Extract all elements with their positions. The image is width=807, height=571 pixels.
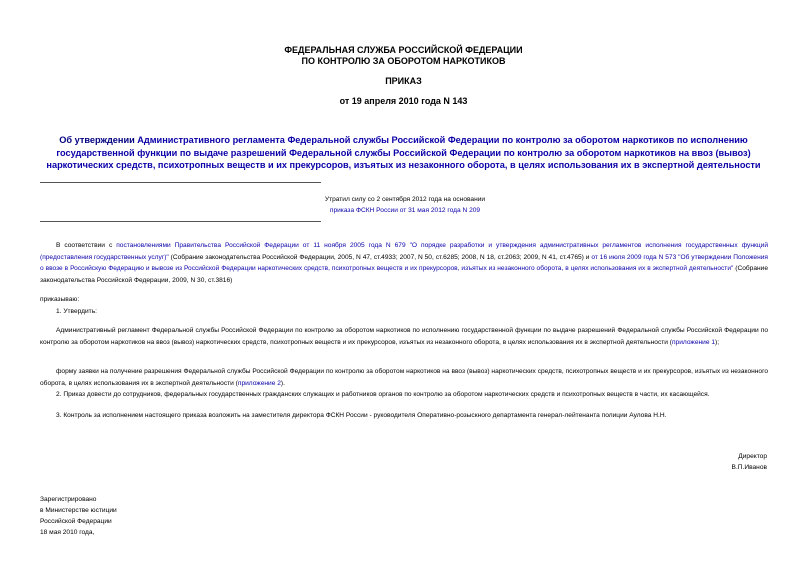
preamble-paragraph xyxy=(40,240,768,286)
agency-name-line1: ФЕДЕРАЛЬНАЯ СЛУЖБА РОССИЙСКОЙ ФЕДЕРАЦИИ xyxy=(284,45,523,55)
order-word: приказываю: xyxy=(40,296,80,303)
preamble-text-1: В соответствии с xyxy=(56,242,117,249)
document-date-number: от 19 апреля 2010 года N 143 xyxy=(339,96,468,106)
approve-form-text: форму заявки на получение разрешения Федеральной службы Российской Федерации по контролю за оборотом наркотиков на ввоз (вывоз) наркотических средств, психотропных веществ и их прекурсоров, изъятых из незаконного оборота, в целях использования их в экспертной деятельности ( xyxy=(40,368,768,387)
approve-regulation-paragraph xyxy=(40,325,768,348)
document-type: ПРИКАЗ xyxy=(385,76,422,86)
registration-line2: в Министерстве юстиции xyxy=(40,507,117,514)
item-3: 3. Контроль за исполнением настоящего приказа возложить на заместителя директора ФСКН России - руководителя Оперативно-розыскного департамента генерал-лейтенанта полиции Аулова Н.Н. xyxy=(56,412,667,419)
approve-regulation-tail: ); xyxy=(715,338,720,346)
signatory-position: Директор xyxy=(738,453,767,460)
preamble-text-3: (Собрание законодательства Российской Федерации, 2009, N 30, ст.3816) xyxy=(40,265,768,284)
divider-bottom xyxy=(40,221,321,222)
approve-form-tail: ). xyxy=(280,379,285,387)
approve-form-paragraph xyxy=(40,366,768,389)
repeal-order-link[interactable]: приказа ФСКН России от 31 мая 2012 года N 209 xyxy=(329,207,481,214)
government-resolution-573-link[interactable]: от 16 июля 2009 года N 573 "Об утверждении Положения о ввозе в Российскую Федерацию и вывозе из Российской Федерации наркотических средств, психотропных веществ и их прекурсоров, изъятых из незаконного оборота, в целях использования их в экспертной деятельности" xyxy=(40,253,768,272)
preamble-text-2: (Собрание законодательства Российской Федерации, 2005, N 47, ст.4933; 2007, N 50, ст.6285; 2008, N 18, ст.2063; 2009, N 41, ст.4765) и xyxy=(168,253,592,261)
title-prefix: Об утверждении xyxy=(59,135,138,145)
agency-name-line2: ПО КОНТРОЛЮ ЗА ОБОРОТОМ НАРКОТИКОВ xyxy=(301,56,506,66)
divider-top xyxy=(40,182,321,183)
appendix-2-link[interactable]: приложение 2 xyxy=(237,379,281,387)
appendix-1-link[interactable]: приложение 1 xyxy=(671,338,715,346)
document-title xyxy=(40,134,767,172)
item-2: 2. Приказ довести до сотрудников, федеральных государственных гражданских служащих и работников органов по контролю за оборотом наркотических средств и психотропных веществ в части, их касающейся. xyxy=(56,391,710,398)
item-1: 1. Утвердить: xyxy=(56,308,97,315)
government-resolution-679-link[interactable]: постановлениями Правительства Российской Федерации от 11 ноября 2005 года N 679 "О порядке разработки и утверждения административных регламентов исполнения государственных функций (предоставления государственных услуг)" xyxy=(40,242,769,261)
title-regulation-link[interactable]: Административного регламента Федеральной службы Российской Федерации по контролю за оборотом наркотиков по исполнению государственной функции по выдаче разрешений Федеральной службы Российской Федерации по контролю за оборотом наркотиков на ввоз (вывоз) наркотических средств, психотропных веществ и их прекурсоров, изъятых из незаконного оборота, в целях использования их в экспертной деятельности xyxy=(46,135,761,170)
signatory-name: В.П.Иванов xyxy=(731,464,767,471)
registration-line4: 18 мая 2010 года, xyxy=(40,529,95,536)
registration-line1: Зарегистрировано xyxy=(40,496,97,503)
approve-regulation-text: Административный регламент Федеральной службы Российской Федерации по контролю за оборотом наркотиков по исполнению государственной функции по выдаче разрешений Федеральной службы Российской Федерации по контролю за оборотом наркотиков на ввоз (вывоз) наркотических средств, психотропных веществ и их прекурсоров, изъятых из незаконного оборота, в целях использования их в экспертной деятельности ( xyxy=(40,327,768,346)
status-note-line1: Утратил силу со 2 сентября 2012 года на основании xyxy=(324,196,486,203)
registration-line3: Российской Федерации xyxy=(40,518,112,525)
